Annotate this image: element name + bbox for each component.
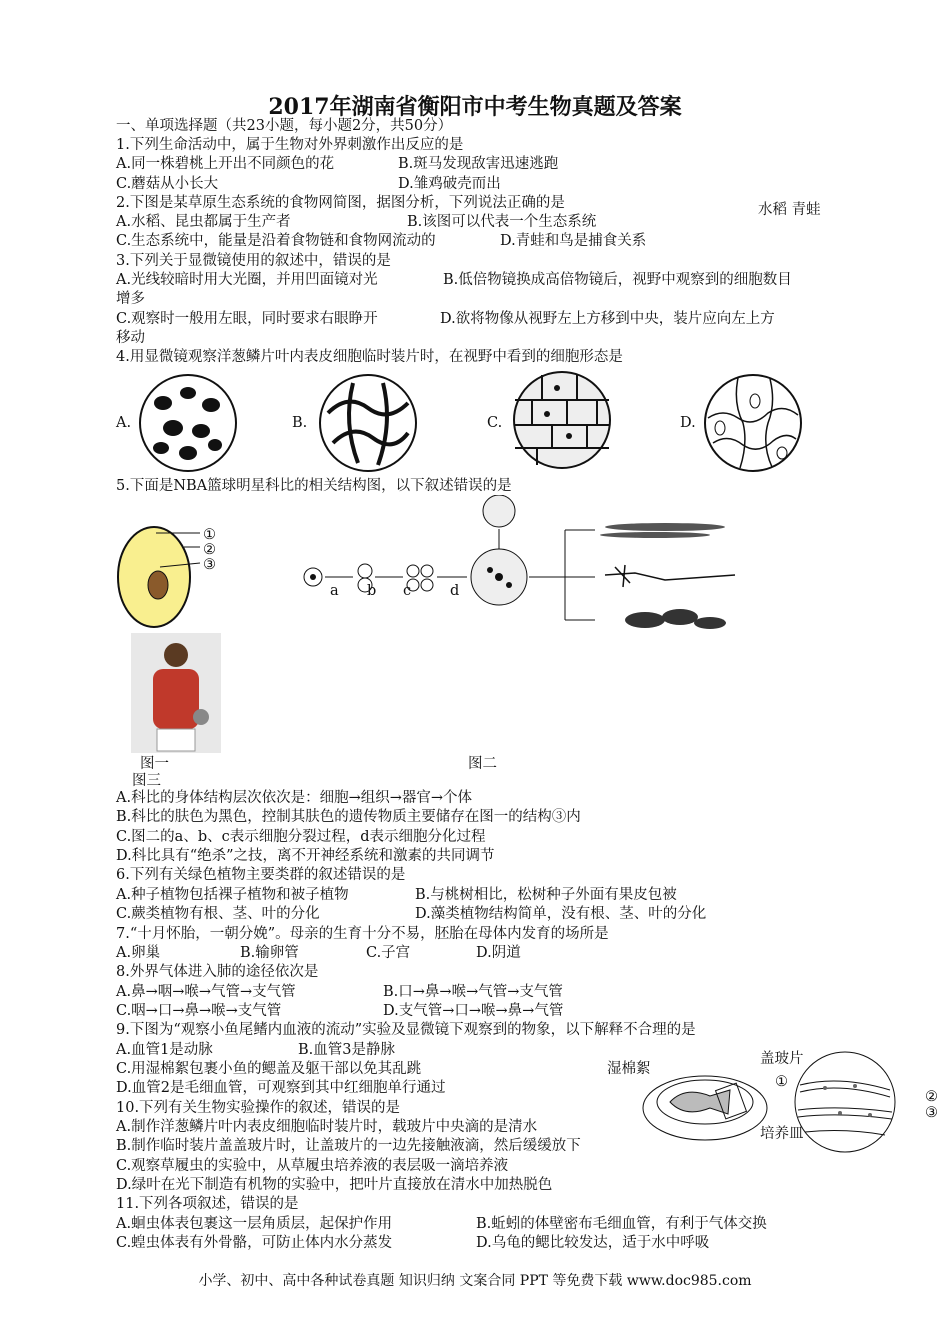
- text-line: B.斑马发现敌害迅速逃跑: [398, 156, 559, 172]
- text-line: 6.下列有关绿色植物主要类群的叙述错误的是: [116, 867, 406, 883]
- text-line: A.水稻、昆虫都属于生产者: [116, 214, 291, 230]
- text-line: C.用湿棉絮包裹小鱼的鳃盖及躯干部以免其乱跳: [116, 1061, 422, 1077]
- figure-two-caption: 图二: [468, 756, 497, 772]
- text-line: D.欲将物像从视野左上方移到中央，装片应向左上方: [440, 311, 775, 327]
- text-line: A.种子植物包括裸子植物和被子植物: [116, 887, 349, 903]
- text-line: C.图二的a、b、c表示细胞分裂过程，d表示细胞分化过程: [116, 829, 486, 845]
- figure-three-caption: 图三: [132, 773, 161, 789]
- label-b: b: [367, 583, 377, 599]
- text-line: C.咽→口→鼻→喉→支气管: [116, 1003, 282, 1019]
- text-line: 9.下图为“观察小鱼尾鳍内血液的流动”实验及显微镜下观察到的物象，以下解释不合理的是: [116, 1022, 696, 1038]
- text-line: B.蚯蚓的体壁密布毛细血管，有利于气体交换: [476, 1216, 767, 1232]
- label-vessel-2: ②: [925, 1089, 938, 1105]
- text-line: C.蘑菇从小长大: [116, 176, 219, 192]
- text-line: C.子宫: [366, 945, 411, 961]
- label-structure-3: ③: [203, 557, 216, 573]
- text-line: D.绿叶在光下制造有机物的实验中，把叶片直接放在清水中加热脱色: [116, 1177, 553, 1193]
- microscope-view-a: [133, 373, 243, 473]
- text-line: 7.“十月怀胎，一朝分娩”。母亲的生育十分不易，胚胎在母体内发育的场所是: [116, 926, 609, 942]
- text-line: D.藻类植物结构简单，没有根、茎、叶的分化: [415, 906, 707, 922]
- text-line: D.雏鸡破壳而出: [398, 176, 501, 192]
- text-line: C.蕨类植物有根、茎、叶的分化: [116, 906, 320, 922]
- text-line: A.制作洋葱鳞片叶内表皮细胞临时装片时，载玻片中央滴的是清水: [116, 1119, 538, 1135]
- q4-option-c-label: C.: [487, 415, 503, 431]
- text-line: 3.下列关于显微镜使用的叙述中，错误的是: [116, 253, 391, 269]
- label-petri-dish: 培养皿: [760, 1126, 804, 1142]
- section-heading: 一、单项选择题（共23小题，每小题2分，共50分）: [116, 118, 453, 134]
- text-line: B.低倍物镜换成高倍物镜后，视野中观察到的细胞数目: [443, 272, 792, 288]
- text-line: A.鼻→咽→喉→气管→支气管: [116, 984, 296, 1000]
- text-line: B.科比的肤色为黑色，控制其肤色的遗传物质主要储存在图一的结构③内: [116, 809, 581, 825]
- microscope-view-b: [313, 373, 423, 473]
- page-title: 2017年湖南省衡阳市中考生物真题及答案: [268, 94, 682, 120]
- text-line: B.与桃树相比，松树种子外面有果皮包被: [415, 887, 677, 903]
- text-line: C.观察草履虫的实验中，从草履虫培养液的表层吸一滴培养液: [116, 1158, 509, 1174]
- text-line: 11.下列各项叙述，错误的是: [116, 1196, 299, 1212]
- text-line: B.制作临时装片盖盖玻片时，让盖玻片的一边先接触液滴，然后缓缓放下: [116, 1138, 581, 1154]
- foodweb-labels: 水稻 青蛙: [758, 202, 821, 218]
- text-line: D.科比具有“绝杀”之技，离不开神经系统和激素的共同调节: [116, 848, 495, 864]
- figure-two-cell-development: [295, 495, 745, 635]
- text-line: A.血管1是动脉: [116, 1042, 213, 1058]
- text-line: 1.下列生命活动中，属于生物对外界刺激作出反应的是: [116, 137, 464, 153]
- text-line: A.卵巢: [116, 945, 161, 961]
- label-vessel-1: ①: [775, 1074, 788, 1090]
- text-line: 移动: [116, 330, 145, 346]
- text-line: A.科比的身体结构层次依次是：细胞→组织→器官→个体: [116, 790, 473, 806]
- text-line: 增多: [116, 291, 145, 307]
- text-line: 4.用显微镜观察洋葱鳞片叶内表皮细胞临时装片时，在视野中看到的细胞形态是: [116, 349, 623, 365]
- microscope-view-c: [507, 370, 617, 470]
- text-line: D.支气管→口→喉→鼻→气管: [383, 1003, 564, 1019]
- figure-three-athlete-photo: [131, 633, 221, 753]
- label-d: d: [450, 583, 460, 599]
- text-line: 10.下列有关生物实验操作的叙述，错误的是: [116, 1100, 401, 1116]
- text-line: A.光线较暗时用大光圈，并用凹面镜对光: [116, 272, 378, 288]
- text-line: C.生态系统中，能量是沿着食物链和食物网流动的: [116, 233, 436, 249]
- text-line: 8.外界气体进入肺的途径依次是: [116, 964, 319, 980]
- label-c: c: [403, 583, 412, 599]
- text-line: A.蛔虫体表包裹这一层角质层，起保护作用: [116, 1216, 393, 1232]
- text-line: B.该图可以代表一个生态系统: [407, 214, 597, 230]
- text-line: 2.下图是某草原生态系统的食物网简图，据图分析，下列说法正确的是: [116, 195, 565, 211]
- label-structure-2: ②: [203, 542, 216, 558]
- text-line: D.血管2是毛细血管，可观察到其中红细胞单行通过: [116, 1080, 446, 1096]
- text-line: B.血管3是静脉: [298, 1042, 395, 1058]
- text-line: B.输卵管: [240, 945, 299, 961]
- label-structure-1: ①: [203, 527, 216, 543]
- q4-option-d-label: D.: [680, 415, 696, 431]
- text-line: C.观察时一般用左眼，同时要求右眼睁开: [116, 311, 378, 327]
- text-line: D.阴道: [476, 945, 521, 961]
- figure-one-caption: 图一: [140, 756, 169, 772]
- label-wet-cotton: 湿棉絮: [607, 1061, 651, 1077]
- q4-option-b-label: B.: [292, 415, 308, 431]
- q4-option-a-label: A.: [116, 415, 132, 431]
- text-line: A.同一株碧桃上开出不同颜色的花: [116, 156, 335, 172]
- microscope-view-d: [698, 373, 808, 473]
- text-line: C.蝗虫体表有外骨骼，可防止体内水分蒸发: [116, 1235, 393, 1251]
- text-line: 5.下面是NBA篮球明星科比的相关结构图，以下叙述错误的是: [116, 478, 512, 494]
- label-a: a: [330, 583, 339, 599]
- text-line: B.口→鼻→喉→气管→支气管: [383, 984, 563, 1000]
- label-vessel-3: ③: [925, 1105, 938, 1121]
- text-line: D.青蛙和鸟是捕食关系: [500, 233, 647, 249]
- page-footer: 小学、初中、高中各种试卷真题 知识归纳 文案合同 PPT 等免费下载 www.doc985.com: [198, 1273, 752, 1289]
- label-cover-slip: 盖玻片: [760, 1051, 804, 1067]
- text-line: D.乌龟的鳃比较发达，适于水中呼吸: [476, 1235, 710, 1251]
